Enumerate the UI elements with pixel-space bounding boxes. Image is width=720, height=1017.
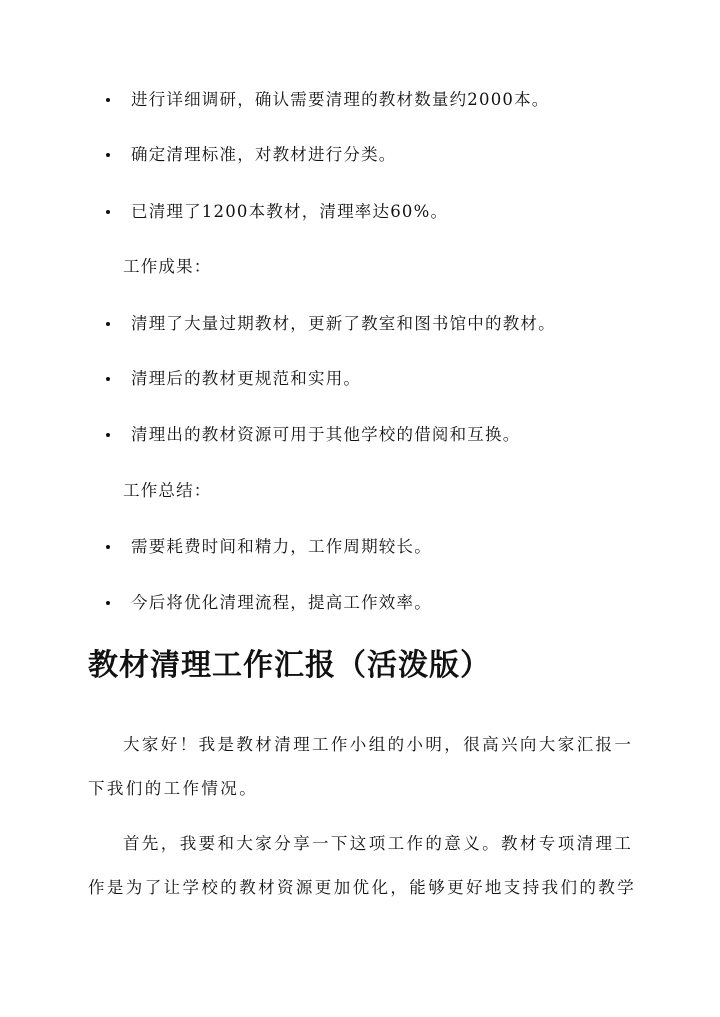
bullet-text: 确定清理标准，对教材进行分类。: [131, 145, 397, 164]
bullet-text: 今后将优化清理流程，提高工作效率。: [131, 593, 432, 612]
bullet-dot-icon: [106, 601, 110, 605]
bullet-dot-icon: [106, 322, 110, 326]
paragraph-line: 大家好！我是教材清理工作小组的小明，很高兴向大家汇报一: [123, 735, 634, 754]
paragraph-line: 首先，我要和大家分享一下这项工作的意义。教材专项清理工: [123, 834, 634, 853]
bullet-dot-icon: [106, 545, 110, 549]
bullet-item: [106, 589, 666, 617]
section-label-summary: 工作总结：: [123, 481, 212, 500]
bullet-item: [106, 198, 666, 226]
paragraph-line: 下我们的工作情况。: [88, 779, 259, 798]
bullet-dot-icon: [106, 377, 110, 381]
bullet-item: [106, 421, 666, 449]
bullet-dot-icon: [106, 98, 110, 102]
bullet-text: 需要耗费时间和精力，工作周期较长。: [131, 537, 432, 556]
bullet-dot-icon: [106, 153, 110, 157]
bullet-item: [106, 86, 666, 114]
bullet-text: 已清理了1200本教材，清理率达60%。: [131, 202, 449, 221]
bullet-item: [106, 310, 666, 338]
bullet-dot-icon: [106, 433, 110, 437]
bullet-text: 进行详细调研，确认需要清理的教材数量约2000本。: [131, 90, 550, 109]
bullet-text: 清理出的教材资源可用于其他学校的借阅和互换。: [131, 425, 521, 444]
bullet-text: 清理后的教材更规范和实用。: [131, 369, 362, 388]
bullet-dot-icon: [106, 210, 110, 214]
section-heading: 教材清理工作汇报（活泼版）: [88, 648, 491, 683]
section-label-results: 工作成果：: [123, 257, 212, 276]
paragraph-line: 作是为了让学校的教材资源更加优化，能够更好地支持我们的教学: [88, 878, 637, 897]
bullet-item: [106, 365, 666, 393]
bullet-item: [106, 141, 666, 169]
bullet-item: [106, 533, 666, 561]
bullet-text: 清理了大量过期教材，更新了教室和图书馆中的教材。: [131, 314, 556, 333]
